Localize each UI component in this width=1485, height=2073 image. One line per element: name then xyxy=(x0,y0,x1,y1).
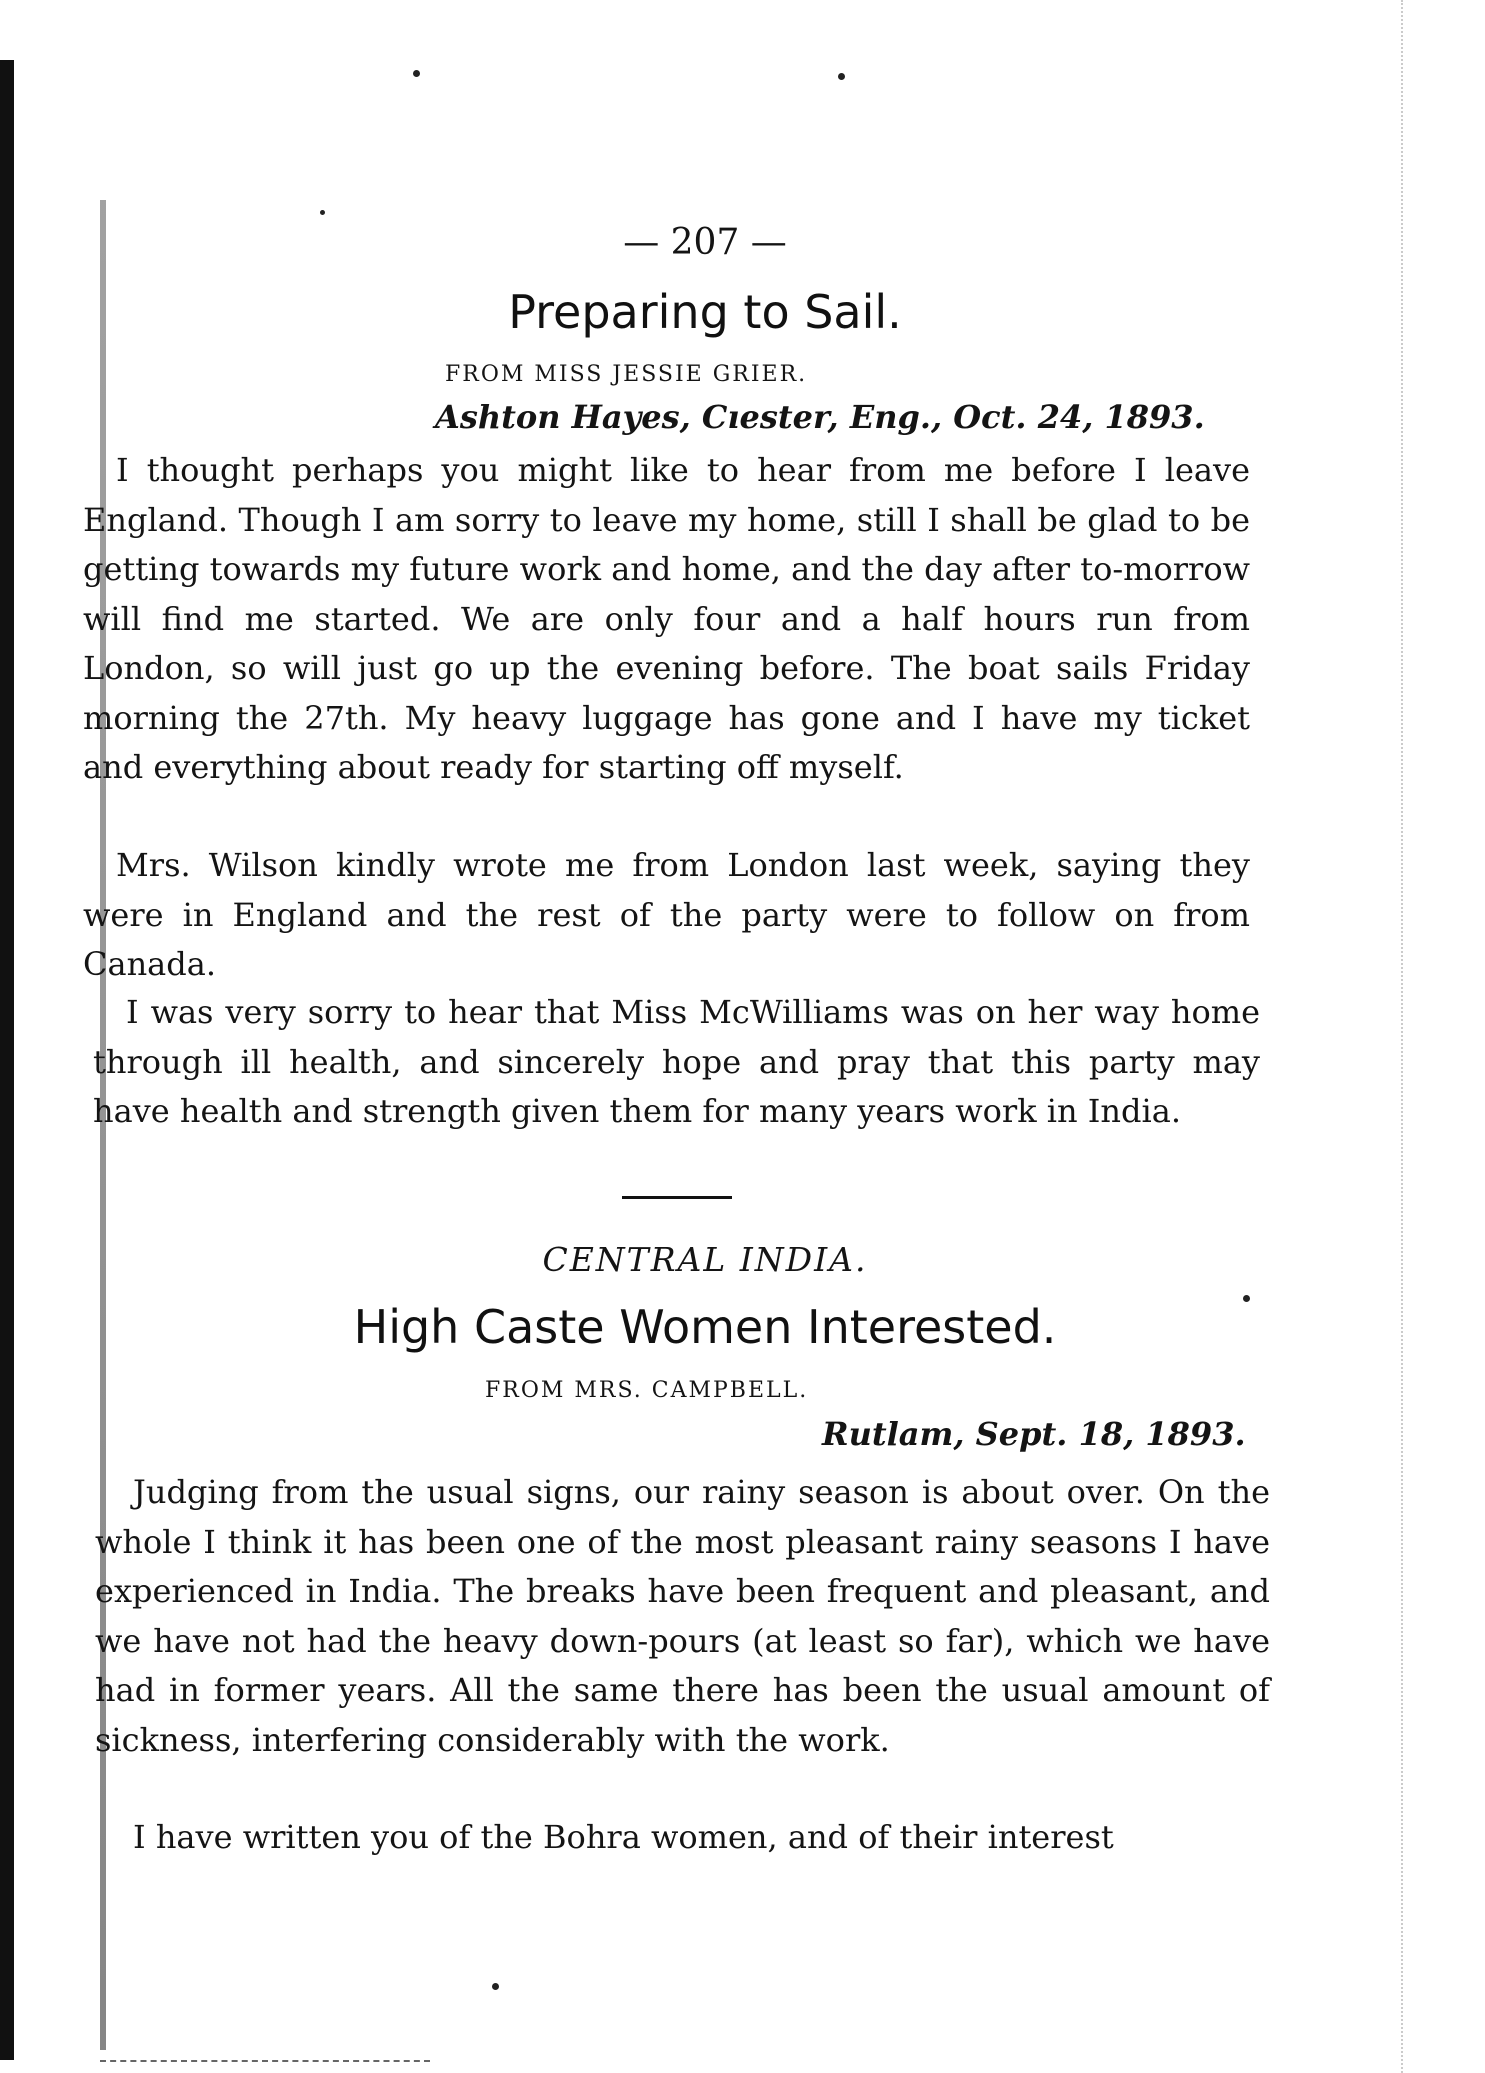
article-title: Preparing to Sail. xyxy=(508,285,902,339)
section-divider xyxy=(622,1196,732,1199)
speck xyxy=(492,1983,499,1990)
article-dateline: Ashton Hayes, Cıester, Eng., Oct. 24, 1893. xyxy=(435,398,1205,436)
article-title: High Caste Women Interested. xyxy=(353,1300,1057,1354)
page-binding-edge xyxy=(0,60,14,2060)
paragraph: I have written you of the Bohra women, and of their interest xyxy=(133,1818,1114,1856)
paragraph: I thought perhaps you might like to hear from me before I leave England. Though I am sorry to leave my home, still I shall be glad to be getting towards my future work and home, and the day after to-morrow will find me started. We are only four and a half hours run from London, so will just go up the evening before. The boat sails Friday morning the 27th. My heavy luggage has gone and I have my ticket and everything about ready for starting off myself. xyxy=(83,451,1250,786)
speck xyxy=(838,73,845,80)
paragraph: Mrs. Wilson kindly wrote me from London last week, saying they were in England and the rest of the party were to follow on from Canada. xyxy=(83,846,1250,983)
article-dateline: Rutlam, Sept. 18, 1893. xyxy=(822,1415,1246,1453)
page-number: — 207 — xyxy=(623,222,787,263)
speck xyxy=(320,210,325,215)
article-byline: FROM MISS JESSIE GRIER. xyxy=(445,362,808,387)
paragraph: I was very sorry to hear that Miss McWilliams was on her way home through ill health, and sincerely hope and pray that this party may have health and strength given them for many years work in India. xyxy=(93,993,1260,1130)
article-byline: FROM MRS. CAMPBELL. xyxy=(485,1378,809,1403)
section-title: CENTRAL INDIA. xyxy=(542,1240,868,1279)
paragraph: Judging from the usual signs, our rainy season is about over. On the whole I think it has been one of the most pleasant rainy seasons I have experienced in India. The breaks have been frequent and pleasant, and we have not had the heavy down-pours (at least so far), which we have had in former years. All the same there has been the usual amount of sickness, interfering considerably with the work. xyxy=(95,1473,1270,1759)
page-right-edge xyxy=(1401,0,1463,2073)
speck xyxy=(413,70,420,77)
bottom-edge-rule xyxy=(100,2060,430,2062)
